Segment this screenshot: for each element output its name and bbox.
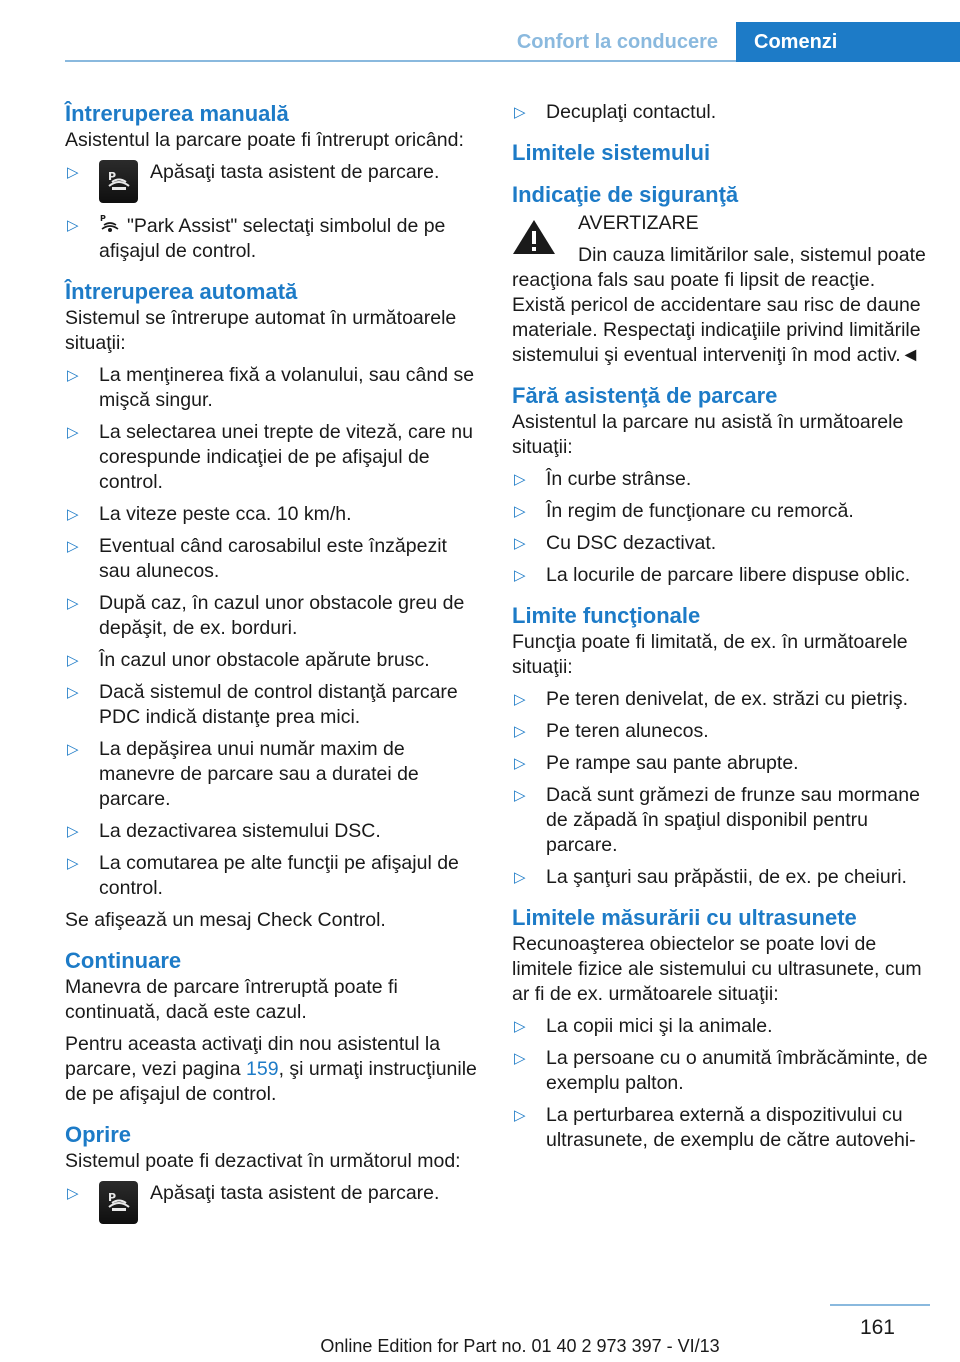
- left-column: [65, 100, 477, 1231]
- no-assist-heading: Fără asistenţă de parcare: [512, 383, 778, 408]
- warning-label: AVERTIZARE: [578, 212, 699, 234]
- list-item-text: La viteze peste cca. 10 km/h.: [99, 503, 352, 525]
- list-item: [65, 851, 477, 901]
- auto-intro: Sistemul se întrerupe automat în următoarele situaţii:: [65, 307, 457, 354]
- svg-text:P: P: [108, 1191, 117, 1204]
- triangle-right-icon: ▷: [514, 503, 526, 520]
- manual-steps: [65, 160, 477, 264]
- warning-triangle-icon: [512, 219, 556, 255]
- list-item-text: Cu DSC dezactivat.: [546, 532, 717, 554]
- list-item: [512, 865, 930, 890]
- stop-heading: Oprire: [65, 1122, 132, 1147]
- stop-steps: [65, 1181, 477, 1224]
- triangle-right-icon: ▷: [514, 787, 526, 804]
- list-item: [512, 751, 930, 776]
- edition-footer: Online Edition for Part no. 01 40 2 973 397 - VI/13: [320, 1336, 720, 1356]
- list-item-text: Eventual când carosabilul este înzăpezit sau alunecos.: [99, 535, 447, 582]
- manual-intro: Asistentul la parcare poate fi întrerupt oricând:: [65, 129, 464, 151]
- list-item: [512, 783, 930, 858]
- triangle-right-icon: ▷: [67, 823, 79, 840]
- triangle-right-icon: ▷: [514, 535, 526, 552]
- list-item-text: Decuplaţi contactul.: [546, 101, 717, 123]
- stop-intro: Sistemul poate fi dezactivat în următorul mod:: [65, 1150, 461, 1172]
- list-item: [512, 499, 930, 524]
- park-assist-button-icon: [99, 160, 138, 203]
- system-limits-heading: Limitele sistemului: [512, 140, 711, 165]
- list-item-text: Pe teren denivelat, de ex. străzi cu pietriş.: [546, 688, 909, 710]
- triangle-right-icon: ▷: [67, 367, 79, 384]
- triangle-right-icon: ▷: [514, 755, 526, 772]
- footer-rule: [830, 1304, 930, 1306]
- continue-heading: Continuare: [65, 948, 182, 973]
- continue-text-before: Pentru aceasta activaţi din nou asistentul la parcare, vezi pagina: [65, 1033, 441, 1080]
- list-item-text: La copii mici şi la animale.: [546, 1015, 773, 1037]
- page-number: 161: [859, 1316, 895, 1339]
- list-item: [512, 563, 930, 588]
- list-item: [65, 160, 477, 206]
- list-item-text: Dacă sistemul de control distanţă parcare PDC indică distanţe prea mici.: [99, 681, 458, 728]
- no-assist-list: [512, 467, 930, 588]
- list-item: [512, 100, 930, 125]
- list-item-text: După caz, în cazul unor obstacole greu de depăşit, de ex. borduri.: [99, 592, 465, 639]
- safety-heading: Indicaţie de siguranţă: [512, 182, 739, 207]
- list-item: [512, 531, 930, 556]
- functional-intro: Funcţia poate fi limitată, de ex. în următoarele situaţii:: [512, 631, 908, 678]
- ultrasound-intro: Recunoaşterea obiectelor se poate lovi de limitele fizice ale sistemului cu ultrasunete, cum ar fi de ex. următoarele situaţii:: [512, 933, 922, 1005]
- list-item: [65, 737, 477, 812]
- triangle-right-icon: ▷: [514, 104, 526, 121]
- list-item: [65, 534, 477, 584]
- list-item-text: În curbe strânse.: [546, 468, 692, 490]
- list-item-text: La comutarea pe alte funcţii pe afişajul de control.: [99, 852, 459, 899]
- list-item-text: La locurile de parcare libere dispuse oblic.: [546, 564, 911, 586]
- header-section-tab[interactable]: Confort la conducere: [516, 31, 718, 53]
- triangle-right-icon: ▷: [514, 869, 526, 886]
- triangle-right-icon: ▷: [67, 538, 79, 555]
- triangle-right-icon: ▷: [67, 1185, 79, 1202]
- list-item: [512, 1103, 930, 1153]
- list-item: [65, 363, 477, 413]
- top-steps: [512, 100, 930, 125]
- check-control-note: Se afişează un mesaj Check Control.: [65, 909, 386, 931]
- svg-text:P: P: [100, 214, 106, 223]
- svg-text:P: P: [108, 170, 117, 183]
- triangle-right-icon: ▷: [67, 652, 79, 669]
- list-item: [512, 1014, 930, 1039]
- no-assist-intro: Asistentul la parcare nu asistă în următoarele situaţii:: [512, 411, 904, 458]
- functional-list: [512, 687, 930, 890]
- list-item-text: În regim de funcţionare cu remorcă.: [546, 500, 854, 522]
- list-item-text: La selectarea unei trepte de viteză, care nu corespunde indicaţiei de pe afişajul de control.: [99, 421, 473, 493]
- list-item: [512, 687, 930, 712]
- park-assist-symbol-icon: [99, 213, 121, 235]
- manual-step-2: "Park Assist" selectaţi simbolul de pe afişajul de control.: [99, 215, 446, 262]
- triangle-right-icon: ▷: [514, 567, 526, 584]
- list-item: [65, 591, 477, 641]
- page-header: [65, 22, 960, 62]
- list-item: [65, 213, 477, 264]
- list-item: [65, 648, 477, 673]
- auto-situations-list: [65, 363, 477, 901]
- auto-interrupt-heading: Întreruperea automată: [65, 279, 298, 304]
- header-chapter-tab[interactable]: Comenzi: [736, 22, 960, 62]
- continue-paragraph-2: [65, 1032, 477, 1107]
- list-item: [512, 719, 930, 744]
- triangle-right-icon: ▷: [67, 741, 79, 758]
- ultrasound-limits-heading: Limitele măsurării cu ultrasunete: [512, 905, 857, 930]
- triangle-right-icon: ▷: [67, 684, 79, 701]
- list-item: [65, 502, 477, 527]
- triangle-right-icon: ▷: [67, 855, 79, 872]
- functional-limits-heading: Limite funcţionale: [512, 603, 701, 628]
- list-item-text: La şanţuri sau prăpăstii, de ex. pe cheiuri.: [546, 866, 907, 888]
- triangle-right-icon: ▷: [67, 164, 79, 181]
- triangle-right-icon: ▷: [514, 471, 526, 488]
- triangle-right-icon: ▷: [514, 1018, 526, 1035]
- triangle-right-icon: ▷: [67, 595, 79, 612]
- triangle-right-icon: ▷: [514, 1107, 526, 1124]
- manual-interrupt-heading: Întreruperea manuală: [65, 101, 289, 126]
- ultrasound-list: [512, 1014, 930, 1153]
- warning-block: [512, 211, 930, 368]
- triangle-right-icon: ▷: [514, 1050, 526, 1067]
- continue-text-after: , şi urmaţi instrucţiunile de pe afişajul de control.: [65, 1058, 477, 1105]
- list-item-text: Pe teren alunecos.: [546, 720, 709, 742]
- triangle-right-icon: ▷: [514, 723, 526, 740]
- continue-paragraph-1: Manevra de parcare întreruptă poate fi continuată, dacă este cazul.: [65, 976, 398, 1023]
- right-column: [512, 100, 930, 1160]
- list-item: [65, 819, 477, 844]
- list-item-text: La persoane cu o anumită îmbrăcăminte, de exemplu palton.: [546, 1047, 928, 1094]
- list-item: [65, 680, 477, 730]
- list-item: [512, 1046, 930, 1096]
- warning-text: Din cauza limitărilor sale, sistemul poate reacţiona fals sau poate fi lipsit de reacţie. Există pericol de accidentare sau risc de daune materiale. Respectaţi indicaţiile privind limitările sistemului şi eventual interveniţi în mod activ.◄: [512, 244, 926, 366]
- list-item-text: La menţinerea fixă a volanului, sau când se mişcă singur.: [99, 364, 475, 411]
- list-item-text: La perturbarea externă a dispozitivului cu ultrasunete, de exemplu de către autovehi-: [546, 1104, 916, 1151]
- triangle-right-icon: ▷: [514, 691, 526, 708]
- list-item-text: În cazul unor obstacole apărute brusc.: [99, 649, 430, 671]
- list-item-text: La dezactivarea sistemului DSC.: [99, 820, 381, 842]
- list-item: [512, 467, 930, 492]
- list-item-text: Pe rampe sau pante abrupte.: [546, 752, 799, 774]
- manual-step-1: Apăsaţi tasta asistent de parcare.: [150, 161, 440, 183]
- page-link[interactable]: 159: [246, 1058, 279, 1080]
- list-item: [65, 1181, 477, 1224]
- triangle-right-icon: ▷: [67, 217, 79, 234]
- list-item-text: La depăşirea unui număr maxim de manevre de parcare sau a duratei de parcare.: [99, 738, 419, 810]
- stop-step: Apăsaţi tasta asistent de parcare.: [150, 1182, 440, 1204]
- list-item-text: Dacă sunt grămezi de frunze sau mormane de zăpadă în spaţiul disponibil pentru parcare.: [546, 784, 920, 856]
- list-item: [65, 420, 477, 495]
- triangle-right-icon: ▷: [67, 424, 79, 441]
- park-assist-button-icon: [99, 1181, 138, 1224]
- triangle-right-icon: ▷: [67, 506, 79, 523]
